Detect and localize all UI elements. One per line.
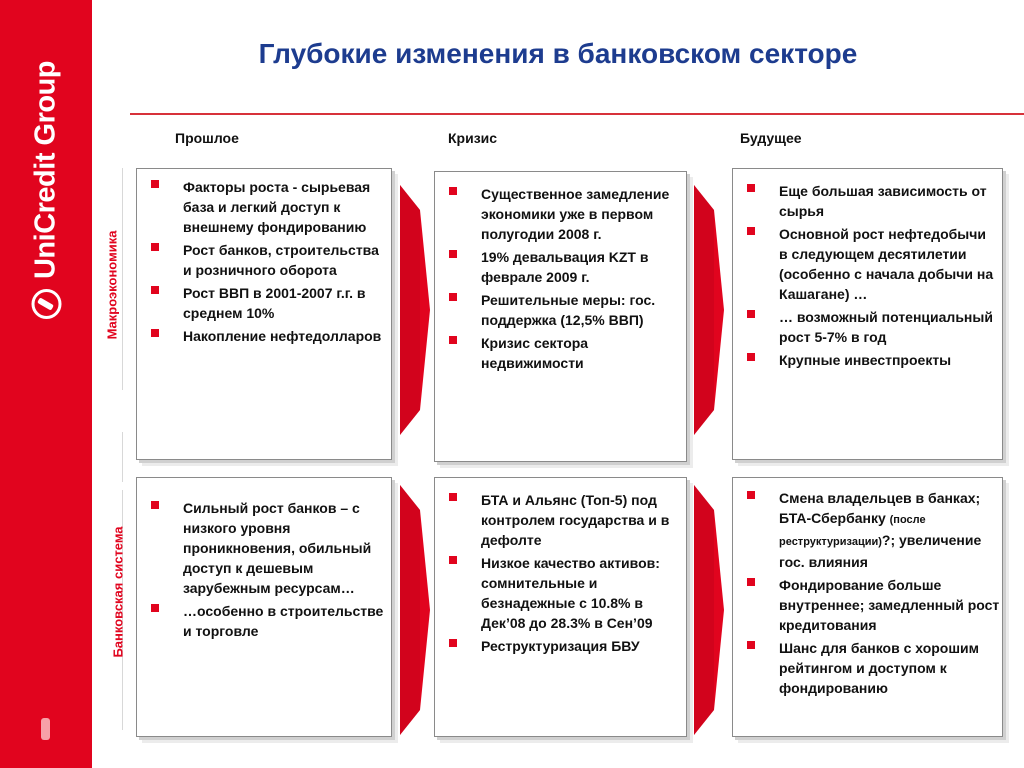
arrow-right-icon: [692, 485, 726, 735]
bullet-item: Крупные инвестпроекты: [745, 350, 996, 370]
bullet-item: Сильный рост банков – с низкого уровня проникновения, обильный доступ к дешевым зарубежным ресурсам…: [149, 498, 385, 598]
row-label-macro: Макроэкономика: [104, 230, 120, 340]
bullet-item: Рост ВВП в 2001-2007 г.г. в среднем 10%: [149, 283, 385, 323]
card-macro-past: [136, 168, 392, 460]
bullet-note: (после реструктуризации): [779, 514, 926, 548]
slide-mark-icon: [41, 718, 50, 740]
bullet-item: Существенное замедление экономики уже в первом полугодии 2008 г.: [447, 184, 680, 244]
bullet-item: 19% девальвация KZT в феврале 2009 г.: [447, 247, 680, 287]
card-bank-crisis: [434, 477, 687, 737]
arrow-right-icon: [398, 185, 432, 435]
bullet-item: Низкое качество активов: сомнительные и безнадежные с 10.8% в Дек’08 до 28.3% в Сен’09: [447, 553, 680, 633]
sidebar: [0, 0, 92, 768]
bullet-item: Рост банков, строительства и розничного оборота: [149, 240, 385, 280]
card-bank-past: [136, 477, 392, 737]
row-label-bank: Банковская система: [110, 526, 126, 658]
brand-name: UniCredit Group: [29, 60, 62, 280]
bullet-item: Реструктуризация БВУ: [447, 636, 680, 656]
arrow-right-icon: [692, 185, 726, 435]
bullet-item: Основной рост нефтедобычи в следующем десятилетии (особенно с начала добычи на Кашагане) …: [745, 224, 996, 304]
bullet-item: [745, 488, 1000, 572]
card-bank-future: [732, 477, 1003, 737]
bullet-item: … возможный потенциальный рост 5-7% в год: [745, 307, 996, 347]
card-macro-future: [732, 168, 1003, 460]
title-divider: [130, 113, 1024, 115]
column-header-crisis: Кризис: [448, 130, 498, 146]
bullet-item: Кризис сектора недвижимости: [447, 333, 680, 373]
arrow-right-icon: [398, 485, 432, 735]
bullet-item: Еще большая зависимость от сырья: [745, 181, 996, 221]
bullet-item: Фондирование больше внутреннее; замедленный рост кредитования: [745, 575, 1000, 635]
brand-logo: [30, 61, 63, 319]
bullet-text-continued: ?; увеличение гос. влияния: [779, 532, 982, 570]
card-macro-crisis: [434, 171, 687, 462]
bullet-item: …особенно в строительстве и торговле: [149, 601, 385, 641]
column-header-past: Прошлое: [175, 130, 239, 146]
bullet-text: Смена владельцев в банках; БТА-Сбербанку: [779, 490, 981, 526]
bullet-item: Факторы роста - сырьевая база и легкий доступ к внешнему фондированию: [149, 177, 385, 237]
bullet-item: Шанс для банков с хорошим рейтингом и доступом к фондированию: [745, 638, 1000, 698]
page-title: Глубокие изменения в банковском секторе: [258, 38, 858, 69]
row-divider-middle: [122, 432, 123, 482]
unicredit-logo-icon: [31, 289, 61, 319]
bullet-item: Решительные меры: гос. поддержка (12,5% ВВП): [447, 290, 680, 330]
row-divider-macro: [122, 168, 123, 390]
column-header-future: Будущее: [740, 130, 802, 146]
bullet-item: Накопление нефтедолларов: [149, 326, 385, 346]
bullet-item: БТА и Альянс (Топ-5) под контролем государства и в дефолте: [447, 490, 680, 550]
